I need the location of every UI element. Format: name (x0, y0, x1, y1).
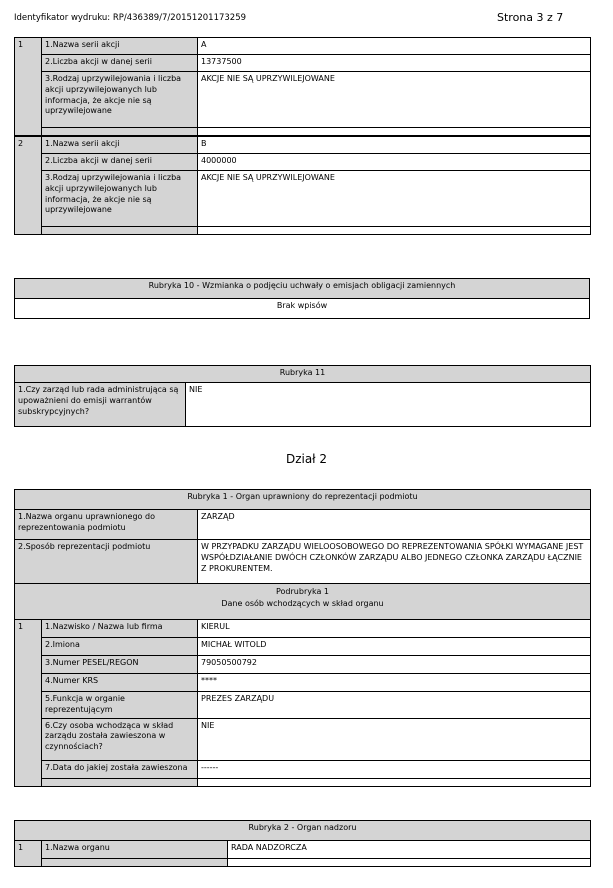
spacer-row (42, 778, 198, 786)
field-value: 13737500 (198, 55, 591, 72)
field-value: **** (198, 674, 591, 692)
field-label: 7.Data do jakiej została zawieszona (42, 760, 198, 778)
spacer-row (42, 859, 228, 867)
field-label: 1.Nazwa organu (42, 841, 228, 859)
spacer-row (42, 128, 198, 136)
field-value: 79050500792 (198, 656, 591, 674)
field-value: ------ (198, 760, 591, 778)
field-label: 2.Liczba akcji w danej serii (42, 55, 198, 72)
section-heading: Dział 2 (285, 452, 328, 466)
organ-number: 1 (15, 841, 42, 867)
rubryka-2-title: Rubryka 2 - Organ nadzoru (15, 821, 591, 841)
field-label: 2.Imiona (42, 638, 198, 656)
spacer-row (198, 227, 591, 235)
field-value: W PRZYPADKU ZARZĄDU WIELOOSOBOWEGO DO REPREZENTOWANIA SPÓŁKI WYMAGANE JEST WSPÓŁDZIAŁANIE DWÓCH CZŁONKÓW ZARZĄDU ALBO JEDNEGO CZŁONKA ZARZĄDU ŁĄCZNIE Z PROKURENTEM. (198, 540, 591, 584)
field-label: 5.Funkcja w organie reprezentującym (42, 692, 198, 719)
person-number: 1 (15, 620, 42, 787)
field-label: 3.Rodzaj uprzywilejowania i liczba akcji uprzywilejowanych lub informacja, że akcje nie są uprzywilejowane (42, 72, 198, 128)
rubryka-10-value: Brak wpisów (15, 299, 590, 319)
share-series-number: 1 (15, 38, 42, 136)
field-value: KIERUL (198, 620, 591, 638)
field-label: 1.Nazwa serii akcji (42, 137, 198, 154)
print-identifier: Identyfikator wydruku: RP/436389/7/20151201173259 (14, 13, 247, 23)
field-value: B (198, 137, 591, 154)
field-value: NIE (198, 718, 591, 760)
rubryka-11-title: Rubryka 11 (15, 366, 591, 383)
rubryka-10-title: Rubryka 10 - Wzmianka o podjęciu uchwały o emisjach obligacji zamiennych (15, 279, 590, 299)
spacer-row (228, 859, 591, 867)
share-series-table-1 (14, 37, 591, 136)
field-label: 3.Rodzaj uprzywilejowania i liczba akcji uprzywilejowanych lub informacja, że akcje nie są uprzywilejowane (42, 171, 198, 227)
field-label: 6.Czy osoba wchodząca w skład zarządu została zawieszona w czynnościach? (42, 718, 198, 760)
spacer-row (198, 128, 591, 136)
field-value: RADA NADZORCZA (228, 841, 591, 859)
rubryka-10-table (14, 278, 590, 319)
podrubryka-title: Podrubryka 1 (276, 587, 329, 596)
dzial2-rubryka-1-table (14, 489, 591, 787)
spacer-row (42, 227, 198, 235)
podrubryka-header (15, 584, 591, 620)
field-value: NIE (186, 383, 591, 427)
share-series-number: 2 (15, 137, 42, 235)
field-label: 2.Liczba akcji w danej serii (42, 154, 198, 171)
field-label: 3.Numer PESEL/REGON (42, 656, 198, 674)
field-value: MICHAŁ WITOLD (198, 638, 591, 656)
field-value: AKCJE NIE SĄ UPRZYWILEJOWANE (198, 171, 591, 227)
field-value: AKCJE NIE SĄ UPRZYWILEJOWANE (198, 72, 591, 128)
field-value: PREZES ZARZĄDU (198, 692, 591, 719)
rubryka-11-table (14, 365, 591, 427)
podrubryka-subtitle: Dane osób wchodzących w skład organu (221, 598, 384, 608)
spacer-row (198, 778, 591, 786)
field-label: 1.Nazwisko / Nazwa lub firma (42, 620, 198, 638)
dzial2-rubryka-2-table (14, 820, 591, 867)
field-label: 2.Sposób reprezentacji podmiotu (15, 540, 198, 584)
field-value: 4000000 (198, 154, 591, 171)
field-label: 1.Nazwa organu uprawnionego do reprezentowania podmiotu (15, 510, 198, 540)
field-value: A (198, 38, 591, 55)
field-value: ZARZĄD (198, 510, 591, 540)
rubryka-1-title: Rubryka 1 - Organ uprawniony do reprezentacji podmiotu (15, 490, 591, 510)
field-label: 4.Numer KRS (42, 674, 198, 692)
field-label: 1.Nazwa serii akcji (42, 38, 198, 55)
share-series-table-2 (14, 136, 591, 235)
page-number: Strona 3 z 7 (497, 11, 564, 24)
field-label: 1.Czy zarząd lub rada administrująca są upoważnieni do emisji warrantów subskrypcyjnych? (15, 383, 186, 427)
